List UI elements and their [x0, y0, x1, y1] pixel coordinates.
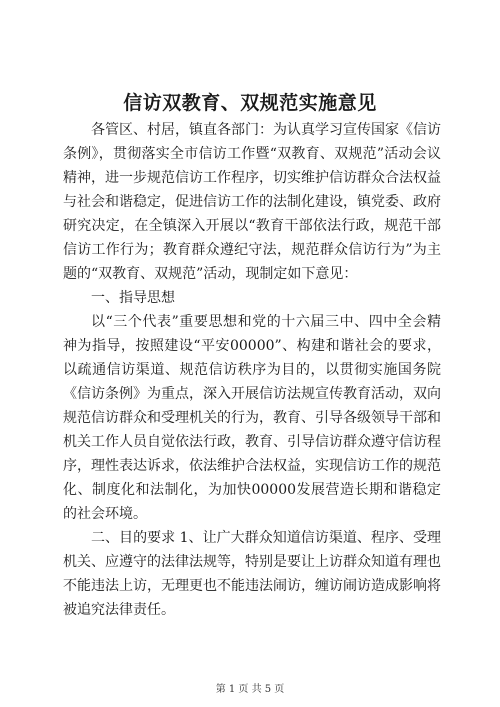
paragraph-intro: 各管区、村居，镇直各部门：为认真学习宣传国家《信访条例》，贯彻落实全市信访工作暨“双教育、双规范”活动会议精神，进一步规范信访工作程序，切实维护信访群众合法权益与社会和谐稳定，促进信访工作的法制化建设，镇党委、政府研究决定，在全镇深入开展以“教育干部依法行政，规范干部信访工作行为；教育群众遵纪守法，规范群众信访行为”为主题的“双教育、双规范”活动，现制定如下意见： [63, 122, 441, 282]
document-body [63, 118, 441, 622]
document-title: 信访双教育、双规范实施意见 [123, 92, 377, 114]
paragraph-guiding-ideology: 以“三个代表”重要思想和党的十六届三中、四中全会精神为指导，按照建设“平安00000”、构建和谐社会的要求，以疏通信访渠道、规范信访秩序为目的，以贯彻实施国务院《信访条例》为重点，深入开展信访法规宣传教育活动，双向规范信访群众和受理机关的行为，教育、引导各级领导干部和机关工作人员自觉依法行政，教育、引导信访群众遵守信访程序，理性表达诉求，依法维护合法权益，实现信访工作的规范化、制度化和法制化，为加快00000发展营造长期和谐稳定的社会环境。 [63, 314, 441, 522]
section-heading-guiding-ideology: 一、指导思想 [91, 290, 175, 306]
paragraph-objectives: 二、目的要求 1、让广大群众知道信访渠道、程序、受理机关、应遵守的法律法规等，特别是要让上访群众知道有理也不能违法上访，无理更也不能违法闹访，缠访闹访造成影响将被追究法律责任。 [63, 530, 441, 618]
page-footer: 第 1 页 共 5 页 [215, 684, 285, 695]
